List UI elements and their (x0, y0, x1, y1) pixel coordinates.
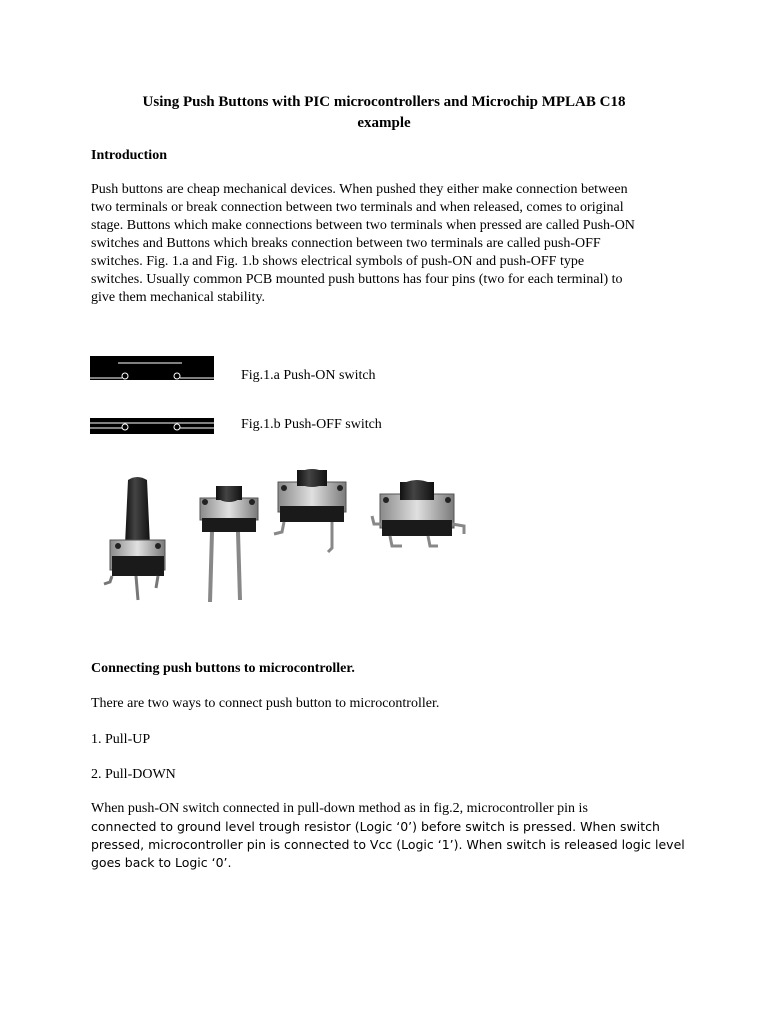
introduction-paragraph (91, 181, 691, 307)
intro-line: two terminals or break connection between two terminals and when released, comes to original (91, 200, 624, 215)
push-off-switch-symbol (90, 418, 214, 434)
tall-push-button (104, 477, 165, 600)
intro-line: stage. Buttons which make connections between two terminals when pressed are called Push-ON (91, 218, 635, 233)
pulldown-paragraph (91, 800, 691, 872)
push-on-switch-symbol (90, 356, 214, 380)
method-2-text: 2. Pull-DOWN (91, 767, 176, 782)
intro-line: switches. Fig. 1.a and Fig. 1.b shows electrical symbols of push-ON and push-OFF type (91, 254, 585, 269)
connecting-intro-text: There are two ways to connect push button to microcontroller. (91, 696, 440, 711)
intro-line: Push buttons are cheap mechanical devices. When pushed they either make connection between (91, 182, 628, 197)
title-line-1: Using Push Buttons with PIC microcontrollers and Microchip MPLAB C18 (142, 94, 626, 110)
connecting-intro (91, 695, 691, 713)
introduction-heading: Introduction (91, 148, 167, 163)
push-buttons-photo (92, 460, 477, 610)
method-1-text: 1. Pull-UP (91, 732, 151, 747)
connecting-heading: Connecting push buttons to microcontroller. (91, 661, 355, 676)
pulldown-line: When push-ON switch connected in pull-down method as in fig.2, microcontroller pin is (91, 801, 588, 816)
pulldown-line: goes back to Logic ‘0’. (91, 855, 232, 870)
method-2 (91, 766, 691, 784)
method-1 (91, 731, 691, 749)
pulldown-line: connected to ground level trough resistor (Logic ‘0’) before switch is pressed. When switch (91, 819, 660, 834)
fig-1a-caption: Fig.1.a Push-ON switch (241, 368, 376, 383)
square-push-button (274, 469, 346, 552)
title-line-2: example (357, 115, 411, 131)
intro-line: give them mechanical stability. (91, 290, 266, 305)
document-title (90, 92, 678, 134)
pulldown-line: pressed, microcontroller pin is connected to Vcc (Logic ‘1’). When switch is released logic level (91, 837, 685, 852)
intro-line: switches and Buttons which breaks connection between two terminals are called push-OFF (91, 236, 601, 251)
long-leg-push-button (200, 486, 258, 602)
fig-1b-caption: Fig.1.b Push-OFF switch (241, 417, 382, 432)
smd-push-button (372, 480, 464, 546)
intro-line: switches. Usually common PCB mounted push buttons has four pins (two for each terminal) to (91, 272, 623, 287)
